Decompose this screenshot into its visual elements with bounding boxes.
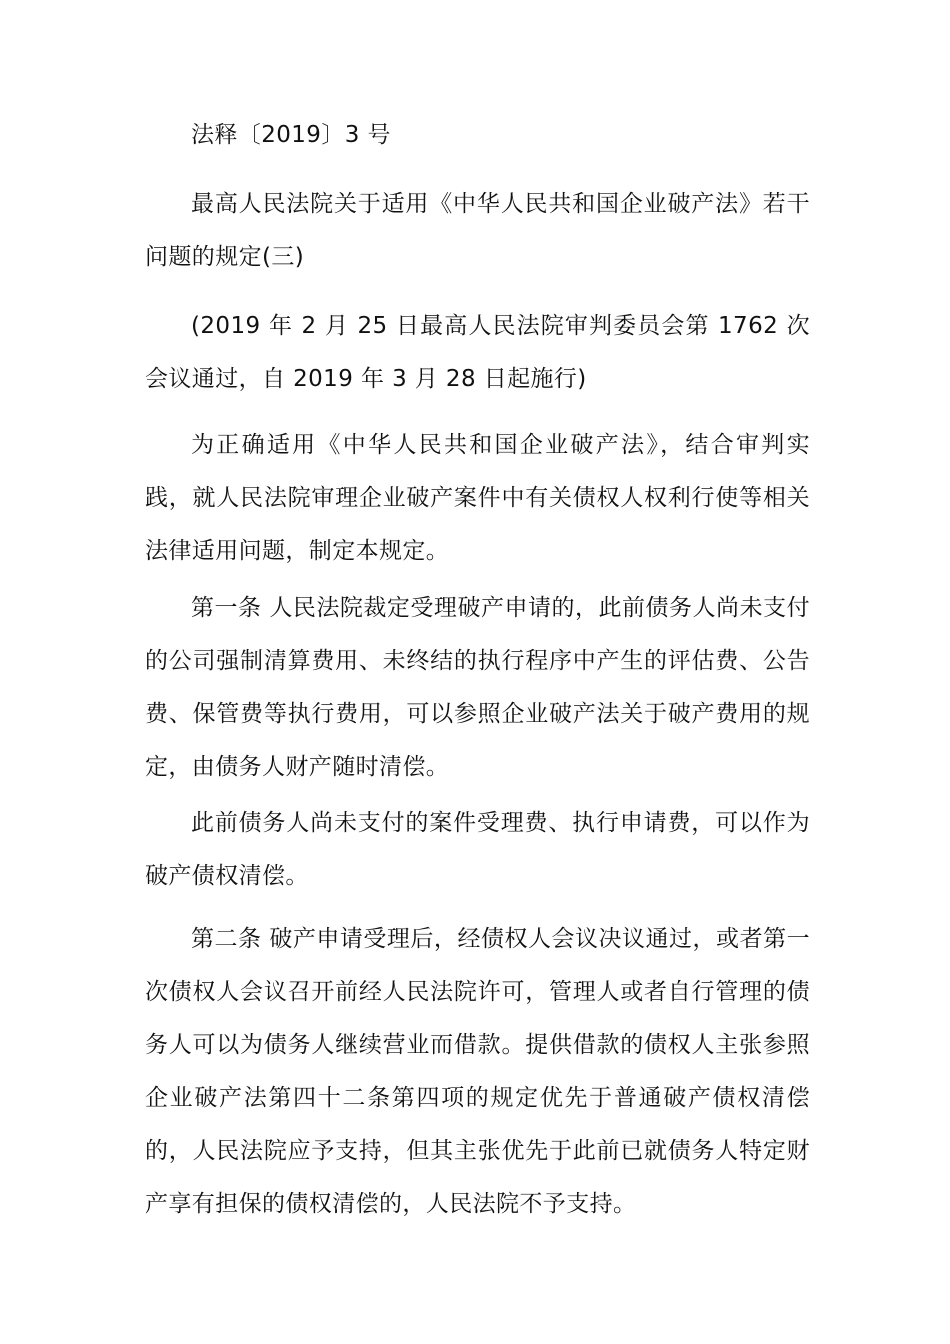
preamble-paragraph: 为正确适用《中华人民共和国企业破产法》，结合审判实践，就人民法院审理企业破产案件中有关债权人权利行使等相关法律适用问题，制定本规定。 <box>145 432 810 564</box>
article-1-second-paragraph: 此前债务人尚未支付的案件受理费、执行申请费，可以作为破产债权清偿。 <box>145 810 810 889</box>
document-title: 最高人民法院关于适用《中华人民共和国企业破产法》若干问题的规定(三) <box>145 191 810 270</box>
document-number: 法释〔2019〕3 号 <box>191 122 391 148</box>
article-2-paragraph: 第二条 破产申请受理后，经债权人会议决议通过，或者第一次债权人会议召开前经人民法院许可，管理人或者自行管理的债务人可以为债务人继续营业而借款。提供借款的债权人主张参照企业破产法第四十二条第四项的规定优先于普通破产债权清偿的，人民法院应予支持，但其主张优先于此前已就债务人特定财产享有担保的债权清偿的，人民法院不予支持。 <box>145 926 810 1217</box>
adoption-note: (2019 年 2 月 25 日最高人民法院审判委员会第 1762 次会议通过，自 2019 年 3 月 28 日起施行) <box>145 313 810 392</box>
article-1-paragraph: 第一条 人民法院裁定受理破产申请的，此前债务人尚未支付的公司强制清算费用、未终结的执行程序中产生的评估费、公告费、保管费等执行费用，可以参照企业破产法关于破产费用的规定，由债务人财产随时清偿。 <box>145 595 810 780</box>
